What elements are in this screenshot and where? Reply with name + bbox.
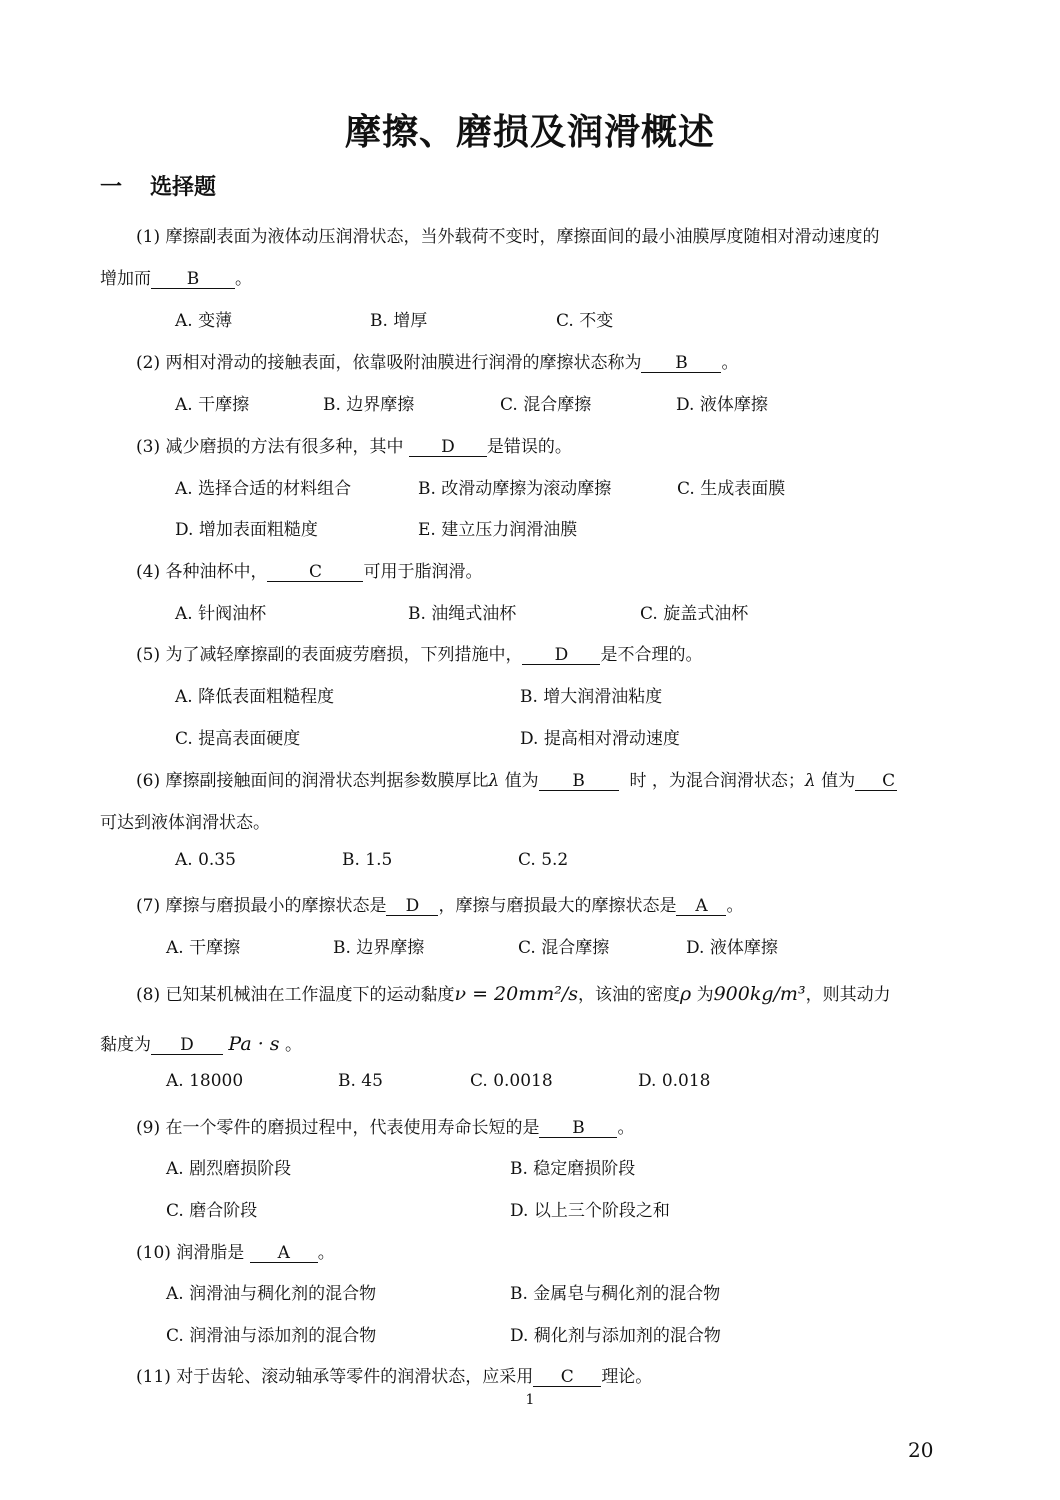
answer-blank: B: [151, 270, 235, 289]
question-text: (11) 对于齿轮、滚动轴承等零件的润滑状态，应采用: [136, 1367, 534, 1387]
option-d: D. 稠化剂与添加剂的混合物: [510, 1326, 721, 1346]
question-text: 理论。: [601, 1367, 653, 1387]
question-text: (10) 润滑脂是: [136, 1243, 245, 1263]
option-a: A. 润滑油与稠化剂的混合物: [166, 1284, 377, 1304]
page-title: 摩擦、磨损及润滑概述: [344, 112, 715, 153]
answer-blank: D: [409, 438, 487, 457]
question-text: 值为: [821, 771, 856, 791]
answer-blank: D: [386, 897, 438, 916]
option-a: A. 干摩擦: [166, 938, 241, 958]
density-formula: 900kg/m³: [713, 983, 806, 1005]
question-text: (4) 各种油杯中，: [136, 562, 268, 582]
question-text: 。: [617, 1118, 635, 1138]
option-b: B. 改滑动摩擦为滚动摩擦: [418, 479, 612, 499]
option-b: B. 45: [338, 1071, 383, 1091]
answer-blank: B: [641, 354, 721, 373]
rho-symbol: ρ: [680, 983, 692, 1005]
option-d: D. 0.018: [638, 1071, 711, 1091]
question-text: (5) 为了减轻摩擦副的表面疲劳磨损，下列措施中，: [136, 645, 523, 665]
option-b: B. 增厚: [370, 311, 428, 331]
question-text: (8) 已知某机械油在工作温度下的运动黏度: [136, 985, 455, 1005]
option-a: A. 降低表面粗糙程度: [175, 687, 335, 707]
viscosity-formula: ν = 20mm²/s: [454, 983, 579, 1005]
question-text: 黏度为: [100, 1035, 151, 1055]
question-text: 。: [235, 269, 252, 289]
option-d: D. 以上三个阶段之和: [510, 1201, 670, 1221]
option-c: C. 生成表面膜: [677, 479, 786, 499]
corner-page-number: 20: [908, 1438, 934, 1462]
option-d: D. 液体摩擦: [676, 395, 768, 415]
question-7: [136, 891, 743, 916]
option-b: B. 金属皂与稠化剂的混合物: [510, 1284, 721, 1304]
question-text: ，摩擦与磨损最大的摩擦状态是: [438, 896, 677, 916]
section-title: 选择题: [150, 175, 217, 200]
question-3: [136, 432, 572, 457]
question-text: 是不合理的。: [600, 645, 703, 665]
question-text: (2) 两相对滑动的接触表面，依靠吸附油膜进行润滑的摩擦状态称为: [136, 353, 642, 373]
option-a: A. 0.35: [175, 850, 236, 870]
lambda-symbol: λ: [804, 771, 816, 791]
question-text: (7) 摩擦与磨损最小的摩擦状态是: [136, 896, 387, 916]
question-9: [136, 1113, 634, 1138]
option-c: C. 混合摩擦: [518, 938, 610, 958]
option-c: C. 提高表面硬度: [175, 729, 301, 749]
question-2: [136, 348, 738, 373]
option-a: A. 针阀油杯: [175, 604, 267, 624]
question-4: [136, 557, 482, 582]
answer-blank: D: [522, 646, 600, 665]
option-a: A. 18000: [166, 1071, 244, 1091]
option-d: D. 增加表面粗糙度: [175, 520, 318, 540]
option-e: E. 建立压力润滑油膜: [418, 520, 578, 540]
lambda-symbol: λ: [488, 771, 500, 791]
section-number: 一: [100, 175, 123, 200]
option-b: B. 增大润滑油粘度: [520, 687, 663, 707]
question-11: [136, 1362, 652, 1387]
question-text: 值为: [504, 771, 539, 791]
question-text: 为: [696, 985, 714, 1005]
option-b: B. 稳定磨损阶段: [510, 1159, 636, 1179]
question-text: ，则其动力: [805, 985, 891, 1005]
option-c: C. 混合摩擦: [500, 395, 592, 415]
question-text: 。: [284, 1035, 302, 1055]
unit-formula: Pa · s: [228, 1033, 280, 1055]
option-d: D. 液体摩擦: [686, 938, 778, 958]
option-b: B. 1.5: [342, 850, 393, 870]
option-c: C. 不变: [556, 311, 614, 331]
question-text: 可用于脂润滑。: [363, 562, 483, 582]
page-number: 1: [525, 1392, 535, 1408]
option-c: C. 润滑油与添加剂的混合物: [166, 1326, 377, 1346]
question-8: [136, 980, 891, 1005]
section-heading: [100, 170, 216, 201]
question-text: 增加而: [100, 269, 151, 289]
option-b: B. 油绳式油杯: [408, 604, 517, 624]
question-6-continuation: 可达到液体润滑状态。: [100, 813, 270, 833]
question-text: (3) 减少磨损的方法有很多种，其中: [136, 437, 404, 457]
option-c: C. 磨合阶段: [166, 1201, 258, 1221]
option-b: B. 边界摩擦: [333, 938, 425, 958]
question-1: [136, 222, 879, 247]
question-6: [136, 766, 897, 791]
question-text: 。: [726, 896, 744, 916]
question-text: ，该油的密度: [578, 985, 681, 1005]
question-text: (6) 摩擦副接触面间的润滑状态判据参数膜厚比: [136, 771, 489, 791]
option-c: C. 旋盖式油杯: [640, 604, 749, 624]
answer-blank: B: [539, 1119, 617, 1138]
answer-blank: A: [250, 1244, 318, 1263]
question-5: [136, 640, 702, 665]
question-text: (9) 在一个零件的磨损过程中，代表使用寿命长短的是: [136, 1118, 540, 1138]
option-a: A. 剧烈磨损阶段: [166, 1159, 292, 1179]
question-text: 。: [721, 353, 739, 373]
question-text: 时 ，为混合润滑状态；: [629, 771, 805, 791]
answer-blank: C: [267, 563, 363, 582]
question-text: 。: [317, 1243, 335, 1263]
option-a: A. 变薄: [175, 311, 233, 331]
answer-blank-2: C: [855, 772, 897, 791]
question-8-continuation: [100, 1030, 302, 1055]
option-d: D. 提高相对滑动速度: [520, 729, 680, 749]
answer-blank: B: [539, 772, 619, 791]
option-c: C. 5.2: [518, 850, 569, 870]
option-a: A. 选择合适的材料组合: [175, 479, 352, 499]
answer-blank: D: [151, 1036, 223, 1055]
question-1-continuation: [100, 264, 252, 289]
question-text: (1) 摩擦副表面为液体动压润滑状态，当外载荷不变时，摩擦面间的最小油膜厚度随相对滑动速度的: [136, 227, 880, 247]
option-b: B. 边界摩擦: [323, 395, 415, 415]
option-c: C. 0.0018: [470, 1071, 553, 1091]
answer-blank: C: [533, 1368, 601, 1387]
question-10: [136, 1238, 335, 1263]
option-a: A. 干摩擦: [175, 395, 250, 415]
question-text: 是错误的。: [486, 437, 572, 457]
answer-blank-2: A: [676, 897, 726, 916]
